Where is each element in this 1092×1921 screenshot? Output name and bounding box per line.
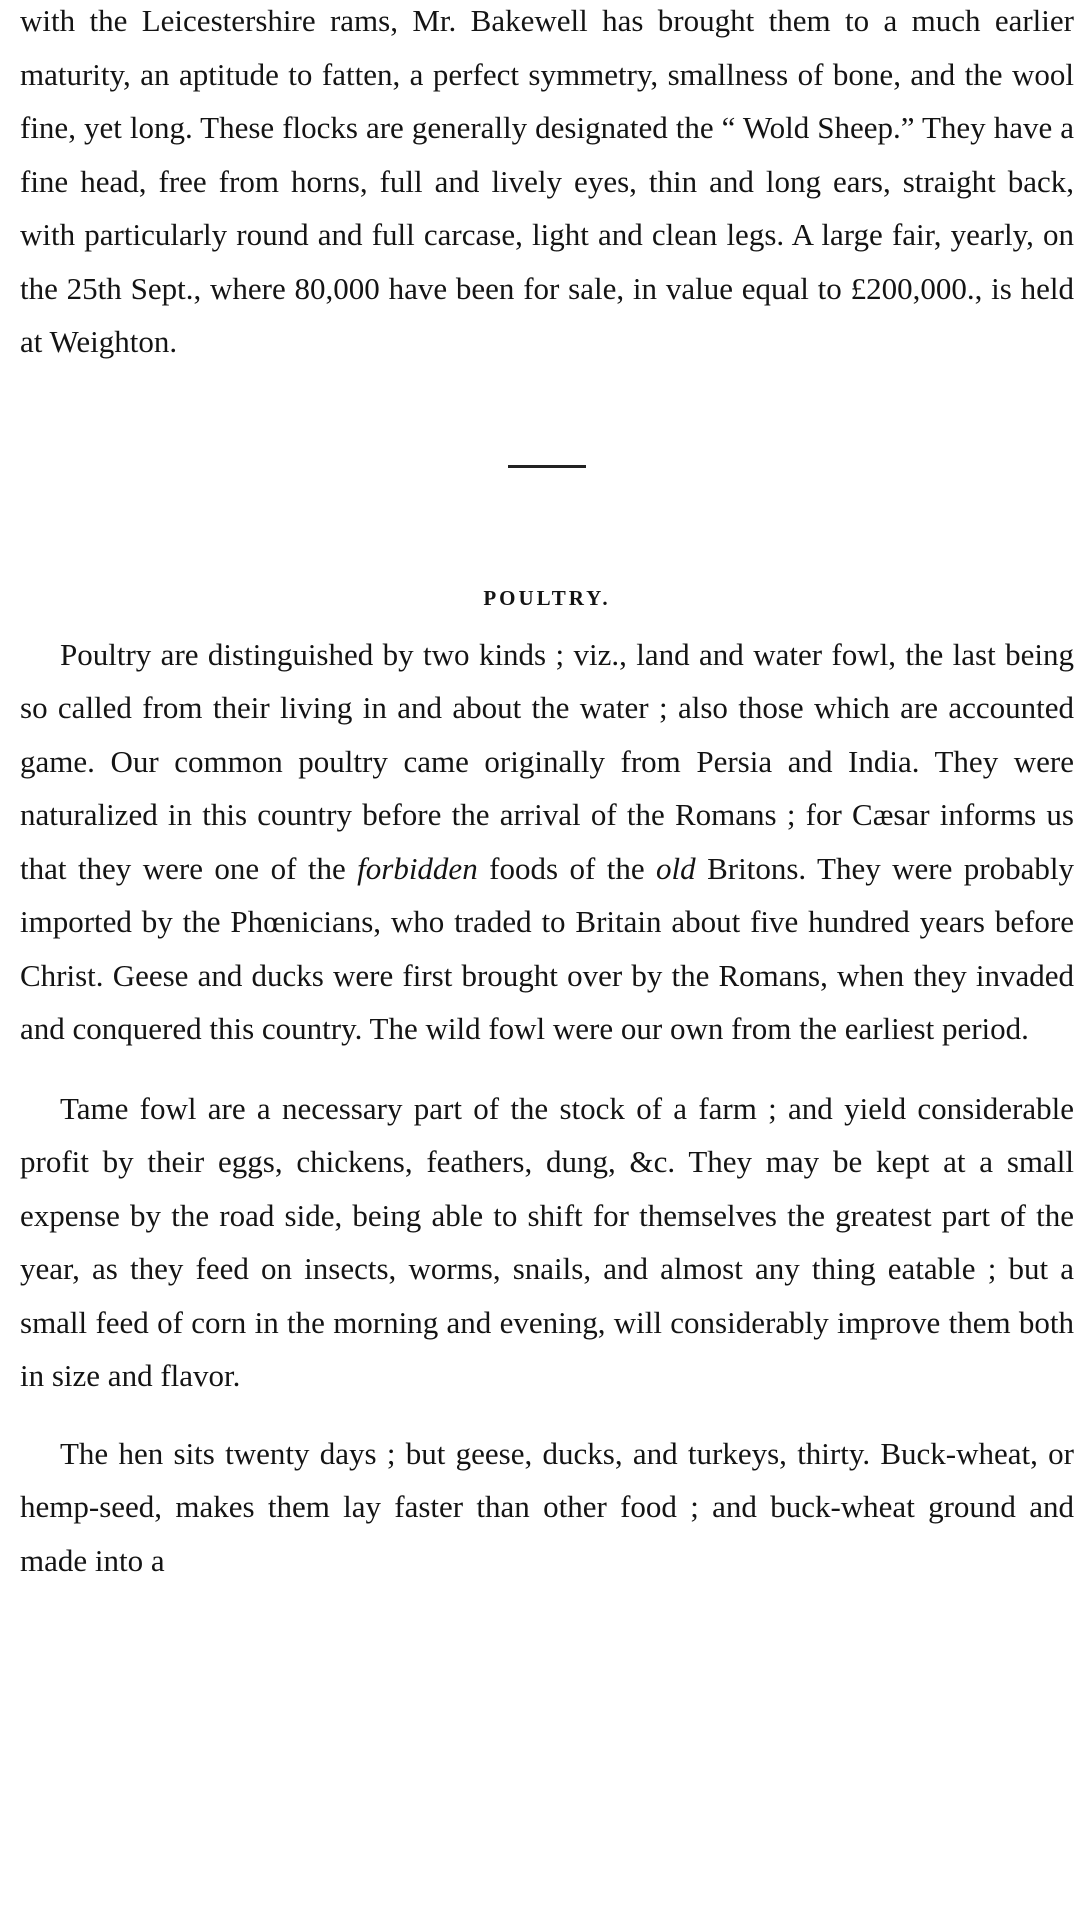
paragraph-poultry-origins: [20, 628, 1074, 1056]
paragraph-wold-sheep: with the Leicestershire rams, Mr. Bakewell has brought them to a much earlier maturity, an aptitude to fatten, a perfect symmetry, smallness of bone, and the wool fine, yet long. These flocks are generally designated the “ Wold Sheep.” They have a fine head, free from horns, full and lively eyes, thin and long ears, straight back, with particularly round and full carcase, light and clean legs. A large fair, yearly, on the 25th Sept., where 80,000 have been for sale, in value equal to £200,000., is held at Weighton.: [20, 3, 1074, 359]
section-divider: [508, 465, 586, 468]
paragraph-hen-sitting: The hen sits twenty days ; but geese, ducks, and turkeys, thirty. Buck-wheat, or hemp-seed, makes them lay faster than other food ; and buck-wheat ground and made into a: [20, 1435, 1074, 1578]
italic-word: forbidden: [357, 850, 478, 886]
paragraph-tame-fowl: Tame fowl are a necessary part of the stock of a farm ; and yield considerable profit by their eggs, chickens, feathers, dung, &c. They may be kept at a small expense by the road side, being able to shift for themselves the greatest part of the year, as they feed on insects, worms, snails, and almost any thing eatable ; but a small feed of corn in the morning and evening, will considerably improve them both in size and flavor.: [20, 1090, 1074, 1393]
italic-word: old: [656, 850, 696, 886]
paragraph-text-part: Britons. They were probably imported by the Phœnicians, who traded to Britain about five hundred years before Christ. Geese and ducks were first brought over by the Romans, when they invaded and conquered this country. The wild fowl were our own from the earliest period.: [20, 850, 1074, 1046]
paragraph-text-part: foods of the: [477, 850, 657, 886]
paragraph-text-part: Poultry are distinguished by two kinds ; viz., land and water fowl, the last being so called from their living in and about the water ; also those which are accounted game. Our common poultry came originally from Persia and India. They were naturalized in this country before the arrival of the Romans ; for Cæsar informs us that they were one of the: [20, 636, 1074, 886]
section-heading: POULTRY.: [483, 585, 611, 610]
